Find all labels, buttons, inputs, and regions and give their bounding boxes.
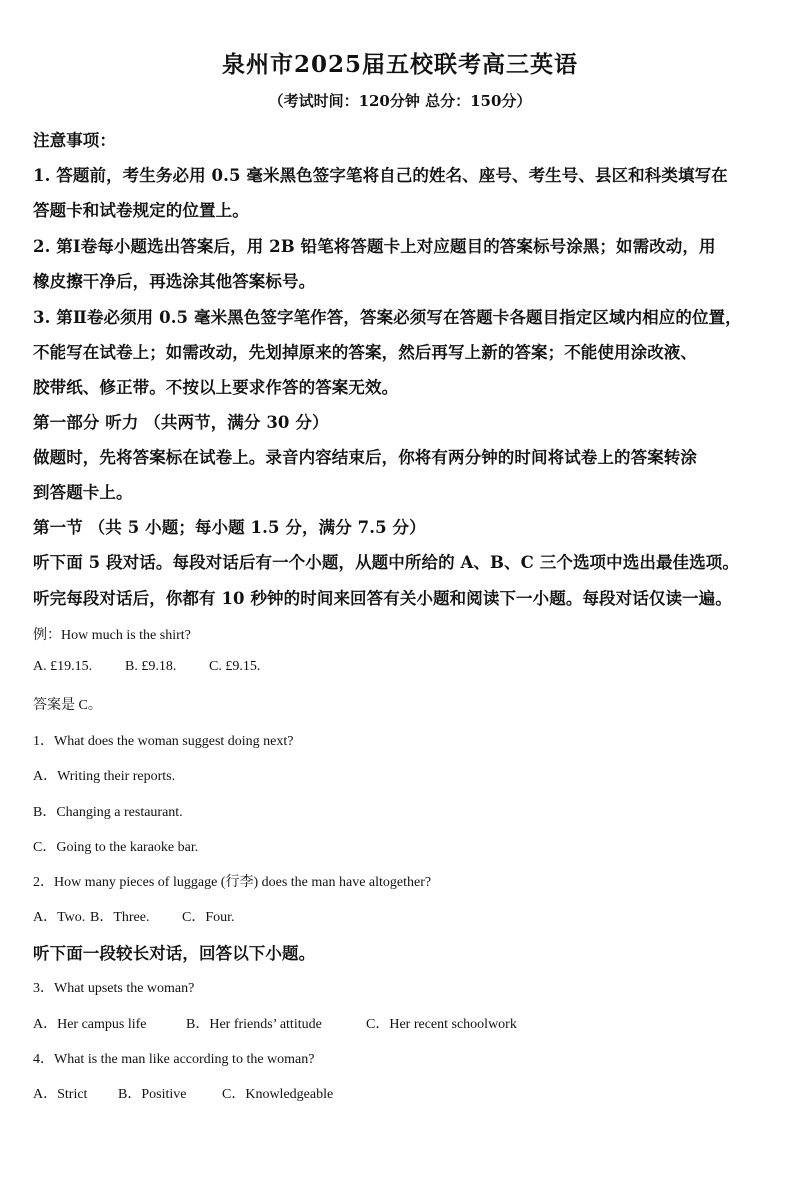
question-1-option-b: B．Changing a restaurant. (33, 805, 183, 820)
question-4-option-c: C．Knowledgeable (222, 1087, 334, 1102)
page-title: 泉州市2025届五校联考高三英语 (221, 51, 578, 78)
part1-heading: 第一部分 听力 （共两节，满分 30 分） (33, 413, 329, 432)
part1-instr-line-2: 到答题卡上。 (33, 483, 133, 502)
question-3-option-b: B．Her friends’ attitude (186, 1017, 322, 1032)
question-3-option-a: A．Her campus life (33, 1017, 147, 1032)
question-4-option-a: A．Strict (33, 1087, 88, 1102)
section1-heading: 第一节 （共 5 小题；每小题 1.5 分，满分 7.5 分） (33, 518, 426, 537)
example-answer: 答案是 C。 (33, 698, 102, 713)
question-4-stem: 4．What is the man like according to the woman? (33, 1052, 315, 1067)
notes-heading: 注意事项： (33, 131, 116, 150)
question-1-option-c: C．Going to the karaoke bar. (33, 840, 199, 855)
long-dialogue-instr: 听下面一段较长对话，回答以下小题。 (33, 944, 316, 963)
example-question: 例：How much is the shirt? (33, 628, 191, 643)
note-1-line-2: 答题卡和试卷规定的位置上。 (33, 201, 249, 220)
question-2-option-a: A．Two. (33, 910, 86, 925)
question-3-options (33, 1013, 773, 1033)
question-1-option-a: A．Writing their reports. (33, 769, 176, 784)
section1-instr-line-1: 听下面 5 段对话。每段对话后有一个小题，从题中所给的 A、B、C 三个选项中选出最佳选项。 (33, 553, 739, 572)
example-option-c: C. £9.15. (209, 659, 261, 674)
question-2-option-c: C．Four. (182, 910, 235, 925)
question-2-option-b: B．Three. (90, 910, 150, 925)
note-3-line-1: 3. 第Ⅱ卷必须用 0.5 毫米黑色签字笔作答，答案必须写在答题卡各题目指定区域内相应的位置， (33, 308, 742, 327)
question-4-option-b: B．Positive (118, 1087, 187, 1102)
question-3-stem: 3．What upsets the woman? (33, 981, 195, 996)
question-4-options (33, 1083, 773, 1103)
example-option-a: A. £19.15. (33, 659, 93, 674)
question-2-stem: 2．How many pieces of luggage (行李) does the man have altogether? (33, 875, 432, 890)
note-3-line-3: 胶带纸、修正带。不按以上要求作答的答案无效。 (33, 378, 399, 397)
example-options (33, 659, 773, 675)
part1-instr-line-1: 做题时，先将答案标在试卷上。录音内容结束后，你将有两分钟的时间将试卷上的答案转涂 (33, 448, 697, 467)
note-3-line-2: 不能写在试卷上；如需改动，先划掉原来的答案，然后再写上新的答案；不能使用涂改液、 (33, 343, 697, 362)
note-1-line-1: 1. 答题前，考生务必用 0.5 毫米黑色签字笔将自己的姓名、座号、考生号、县区和科类填写在 (33, 166, 728, 185)
section1-instr-line-2: 听完每段对话后，你都有 10 秒钟的时间来回答有关小题和阅读下一小题。每段对话仅读一遍。 (33, 589, 732, 608)
note-2-line-1: 2. 第Ⅰ卷每小题选出答案后，用 2B 铅笔将答题卡上对应题目的答案标号涂黑；如需改动，用 (33, 237, 716, 256)
question-3-option-c: C．Her recent schoolwork (366, 1017, 517, 1032)
exam-info: （考试时间：120分钟 总分：150分） (268, 92, 532, 110)
example-option-b: B. £9.18. (125, 659, 177, 674)
question-1-stem: 1．What does the woman suggest doing next? (33, 734, 294, 749)
note-2-line-2: 橡皮擦干净后，再选涂其他答案标号。 (33, 272, 316, 291)
question-2-options (33, 906, 773, 926)
